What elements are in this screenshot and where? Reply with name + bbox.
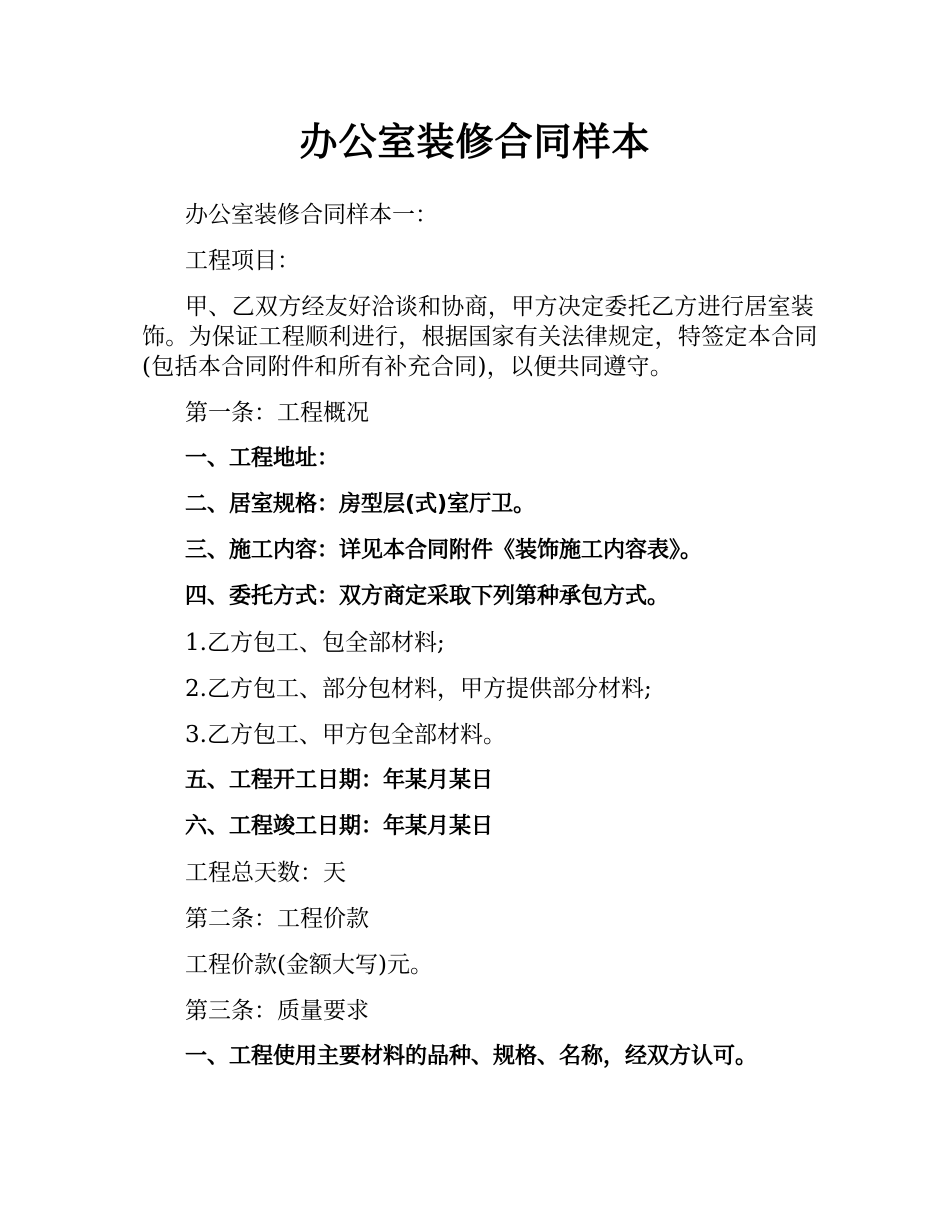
clause-work-content: 三、施工内容：详见本合同附件《装饰施工内容表》。 [185,538,703,563]
option-1: 1.乙方包工、包全部材料; [185,630,445,656]
heading-article-1: 第一条：工程概况 [185,400,369,426]
clause-start-date: 五、工程开工日期：年某月某日 [185,768,494,793]
clause-materials: 一、工程使用主要材料的品种、规格、名称，经双方认可。 [185,1044,758,1069]
option-2: 2.乙方包工、部分包材料，甲方提供部分材料; [185,676,652,702]
clause-end-date: 六、工程竣工日期：年某月某日 [185,814,494,839]
clause-room-spec: 二、居室规格：房型层(式)室厅卫。 [185,492,536,517]
contract-price: 工程价款(金额大写)元。 [185,952,433,978]
heading-article-2: 第二条：工程价款 [185,906,369,932]
total-days: 工程总天数：天 [185,860,346,886]
clause-address: 一、工程地址： [185,446,340,471]
document-title: 办公室装修合同样本 [299,120,651,164]
document-body [142,200,822,1088]
paragraph-preamble: 甲、乙双方经友好洽谈和协商，甲方决定委托乙方进行居室装饰。为保证工程顺利进行，根据国家有关法律规定，特签定本合同(包括本合同附件和所有补充合同)，以便共同遵守。 [142,294,818,380]
option-3: 3.乙方包工、甲方包全部材料。 [185,722,506,748]
heading-article-3: 第三条：质量要求 [185,998,369,1024]
clause-contract-method: 四、委托方式：双方商定采取下列第种承包方式。 [185,584,670,609]
paragraph-sample-intro: 办公室装修合同样本一： [185,202,438,228]
paragraph-project: 工程项目： [185,248,300,274]
